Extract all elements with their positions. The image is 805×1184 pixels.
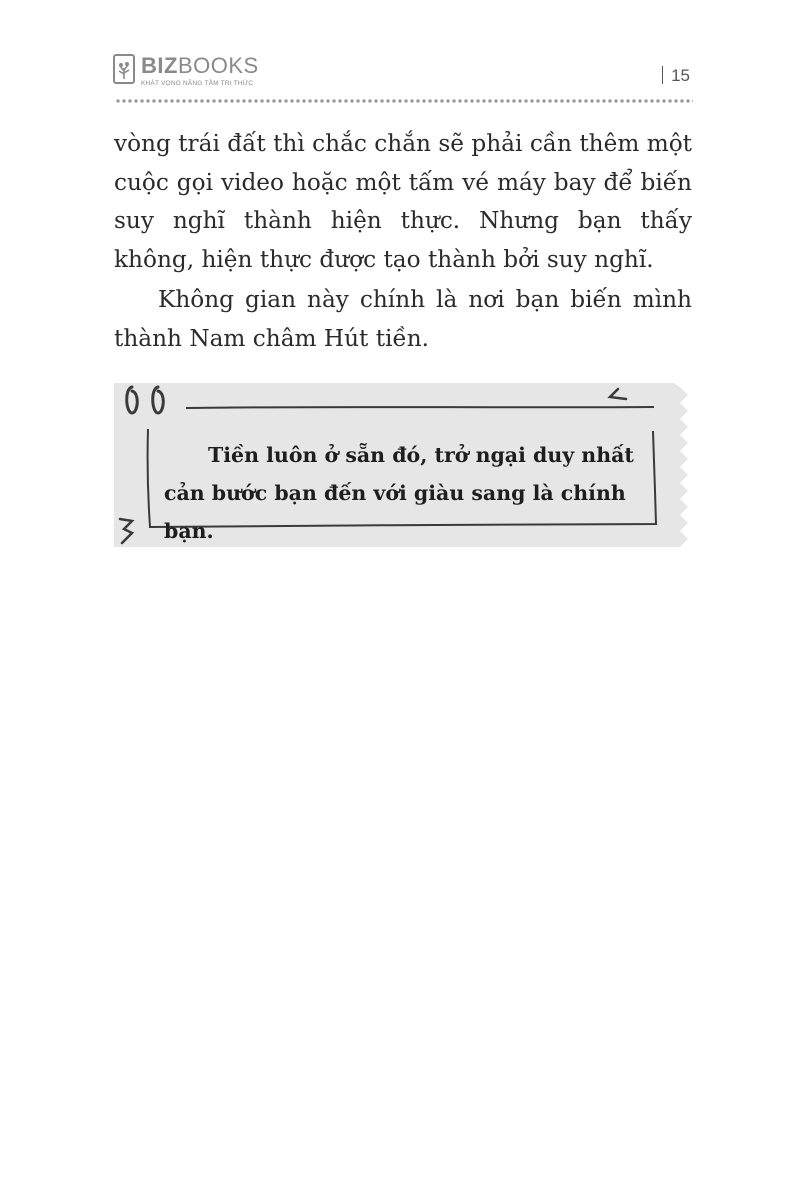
logo-wordmark: BIZBOOKS <box>141 53 259 78</box>
page-header <box>0 0 805 110</box>
body-paragraph-2: Không gian này chính là nơi bạn biến mình thành Nam châm Hút tiền. <box>114 286 692 352</box>
body-paragraph-1: vòng trái đất thì chắc chắn sẽ phải cần thêm một cuộc gọi video hoặc một tấm vé máy bay để biến suy nghĩ thành hiện thực. Nhưng bạn thấy không, hiện thực được tạo thành bởi suy nghĩ. <box>114 130 692 273</box>
logo-tagline: KHÁT VỌNG NÂNG TẦM TRI THỨC <box>141 80 254 87</box>
publisher-logo <box>113 52 259 98</box>
quote-text: Tiền luôn ở sẵn đó, trở ngại duy nhất cản bước bạn đến với giàu sang là chính bạn. <box>164 443 634 543</box>
page-number: 15 <box>662 66 690 86</box>
header-dotted-divider <box>115 98 693 104</box>
book-tree-icon <box>113 54 135 84</box>
quote-callout <box>114 383 692 547</box>
